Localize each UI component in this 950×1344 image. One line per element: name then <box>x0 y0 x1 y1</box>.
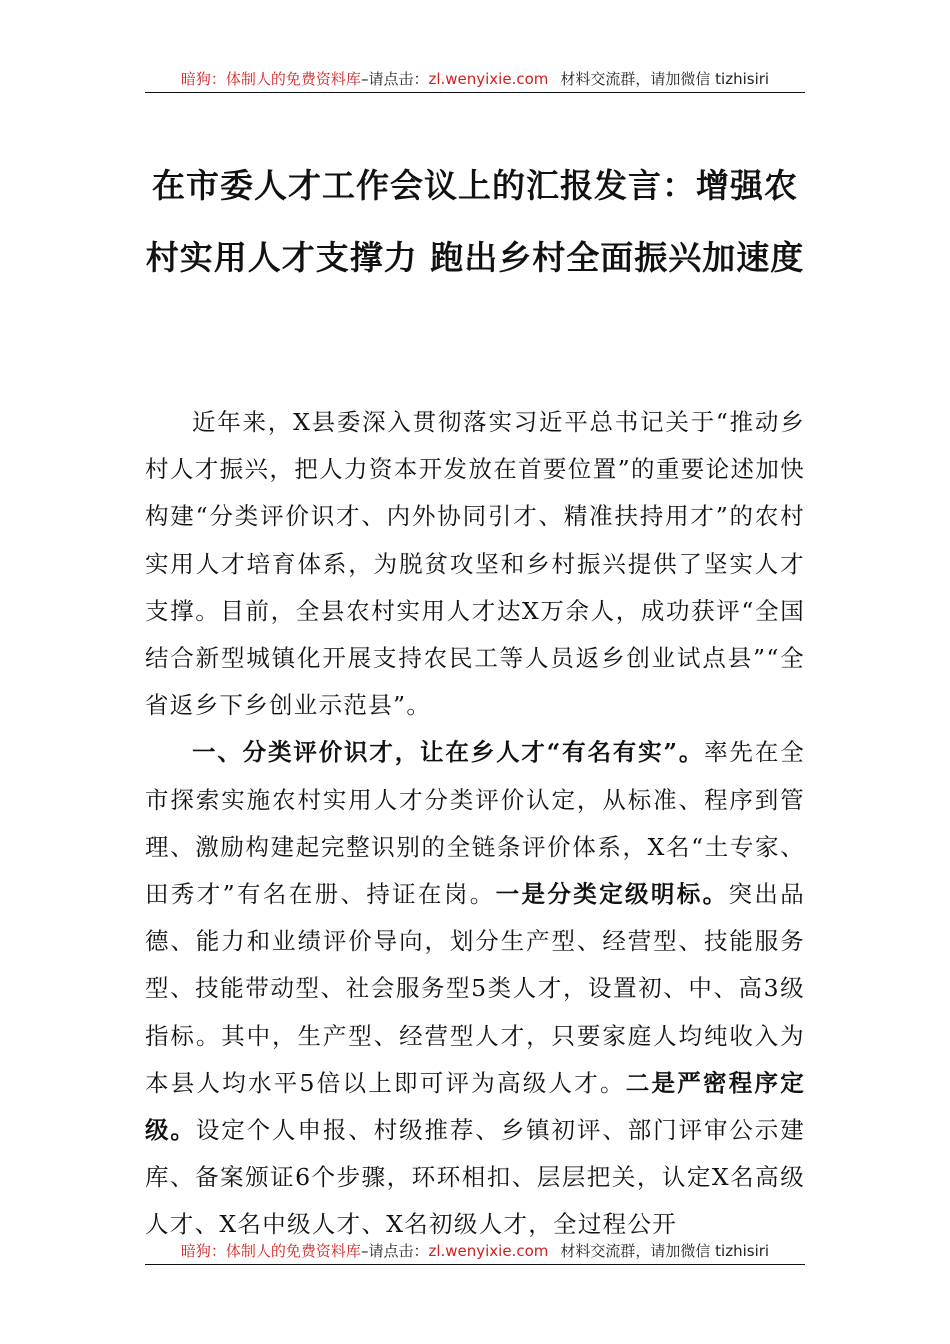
section-one-paragraph <box>145 729 805 1248</box>
footer-url-link[interactable]: zl.wenyixie.com <box>428 1242 549 1260</box>
section-one-heading: 一、分类评价识才，让在乡人才“有名有实”。 <box>192 738 705 767</box>
footer-banner <box>145 1238 805 1265</box>
header-click-prompt: –请点击： <box>360 70 429 88</box>
intro-paragraph: 近年来，X县委深入贯彻落实习近平总书记关于“推动乡村人才振兴，把人力资本开发放在首要位置”的重要论述加快构建“分类评价识才、内外协同引才、精准扶持用才”的农村实用人才培育体系，为脱贫攻坚和乡村振兴提供了坚实人才支撑。目前，全县农村实用人才达X万余人，成功获评“全国结合新型城镇化开展支持农民工等人员返乡创业试点县”“全省返乡下乡创业示范县”。 <box>145 408 805 720</box>
point-two-text: 设定个人申报、村级推荐、乡镇初评、部门评审公示建库、备案颁证6个步骤，环环相扣、层层把关，认定X名高级人才、X名中级人才、X名初级人才，全过程公开 <box>145 1116 805 1239</box>
footer-group-note: 材料交流群，请加微信 tizhisiri <box>560 1242 770 1260</box>
footer-site-name: 暗狗：体制人的免费资料库 <box>180 1242 361 1260</box>
header-site-name: 暗狗：体制人的免费资料库 <box>180 70 361 88</box>
document-body <box>145 399 805 1249</box>
header-group-note: 材料交流群，请加微信 tizhisiri <box>560 70 770 88</box>
point-one-text: 突出品德、能力和业绩评价导向，划分生产型、经营型、技能服务型、技能带动型、社会服务型5类人才，设置初、中、高3级指标。其中，生产型、经营型人才，只要家庭人均纯收入为本县人均水平5倍以上即可评为高级人才。 <box>145 880 806 1097</box>
point-one-heading: 一是分类定级明标。 <box>495 880 729 909</box>
document-title: 在市委人才工作会议上的汇报发言：增强农村实用人才支撑力 跑出乡村全面振兴加速度 <box>145 166 805 277</box>
header-url-link[interactable]: zl.wenyixie.com <box>428 70 549 88</box>
footer-click-prompt: –请点击： <box>360 1242 429 1260</box>
section-one-text: 率先在全市探索实施农村实用人才分类评价认定，从标准、程序到管理、激励构建起完整识别的全链条评价体系，X名“土专家、田秀才”有名在册、持证在岗。 <box>145 738 805 909</box>
point-two-heading: 二是严密程序定级。 <box>145 1068 805 1145</box>
header-banner <box>145 66 805 93</box>
